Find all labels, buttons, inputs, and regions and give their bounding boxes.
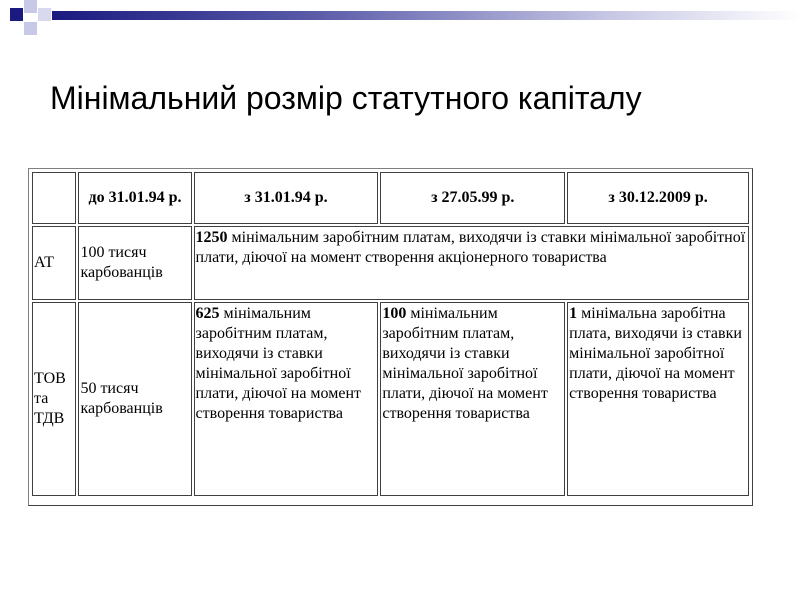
header-cell-from-1999: з 27.05.99 р.: [380, 172, 565, 224]
amount-text: мінімальним заробітним платам, виходячи із ставки мінімальної заробітної плати, діючої на момент створення акціонерного товариства: [195, 229, 746, 266]
table-row: [32, 226, 749, 300]
capital-table-frame: [28, 168, 753, 506]
amount-cell-from-2009: [567, 302, 749, 496]
deco-square: [24, 22, 37, 35]
deco-square: [10, 22, 23, 35]
header-cell-before-1994: до 31.01.94 р.: [78, 172, 191, 224]
table-row: [32, 302, 749, 496]
amount-cell-from-1999: [380, 302, 565, 496]
table-header-row: [32, 172, 749, 224]
header-cell-empty: [32, 172, 76, 224]
merged-amount-cell: [194, 226, 749, 300]
before-1994-cell: 100 тисяч карбованців: [78, 226, 191, 300]
entity-cell: ТОВ та ТДВ: [32, 302, 76, 496]
entity-cell: АТ: [32, 226, 76, 300]
amount-bold: 1250: [195, 229, 228, 246]
deco-square: [38, 8, 51, 21]
header-gradient-bar: [52, 11, 800, 20]
amount-text: мінімальним заробітним платам, виходячи із ставки мінімальної заробітної плати, діючої на момент створення товариства: [382, 305, 548, 422]
amount-cell-from-1994: [194, 302, 379, 496]
slide-title: Мінімальний розмір статутного капіталу: [50, 80, 642, 116]
amount-text: мінімальна заробітна плата, виходячи із ставки мінімальної заробітної плати, діючої на момент створення товариства: [569, 305, 742, 402]
deco-square: [10, 8, 23, 21]
amount-bold: 1: [569, 305, 578, 322]
header-cell-from-2009: з 30.12.2009 р.: [567, 172, 749, 224]
before-1994-cell: 50 тисяч карбованців: [78, 302, 191, 496]
amount-text: мінімальним заробітним платам, виходячи із ставки мінімальної заробітної плати, діючої на момент створення товариства: [195, 305, 362, 422]
capital-table: [30, 170, 751, 498]
amount-bold: 100: [382, 305, 407, 322]
deco-square: [24, 0, 37, 13]
header-cell-from-1994: з 31.01.94 р.: [194, 172, 379, 224]
amount-bold: 625: [195, 305, 220, 322]
